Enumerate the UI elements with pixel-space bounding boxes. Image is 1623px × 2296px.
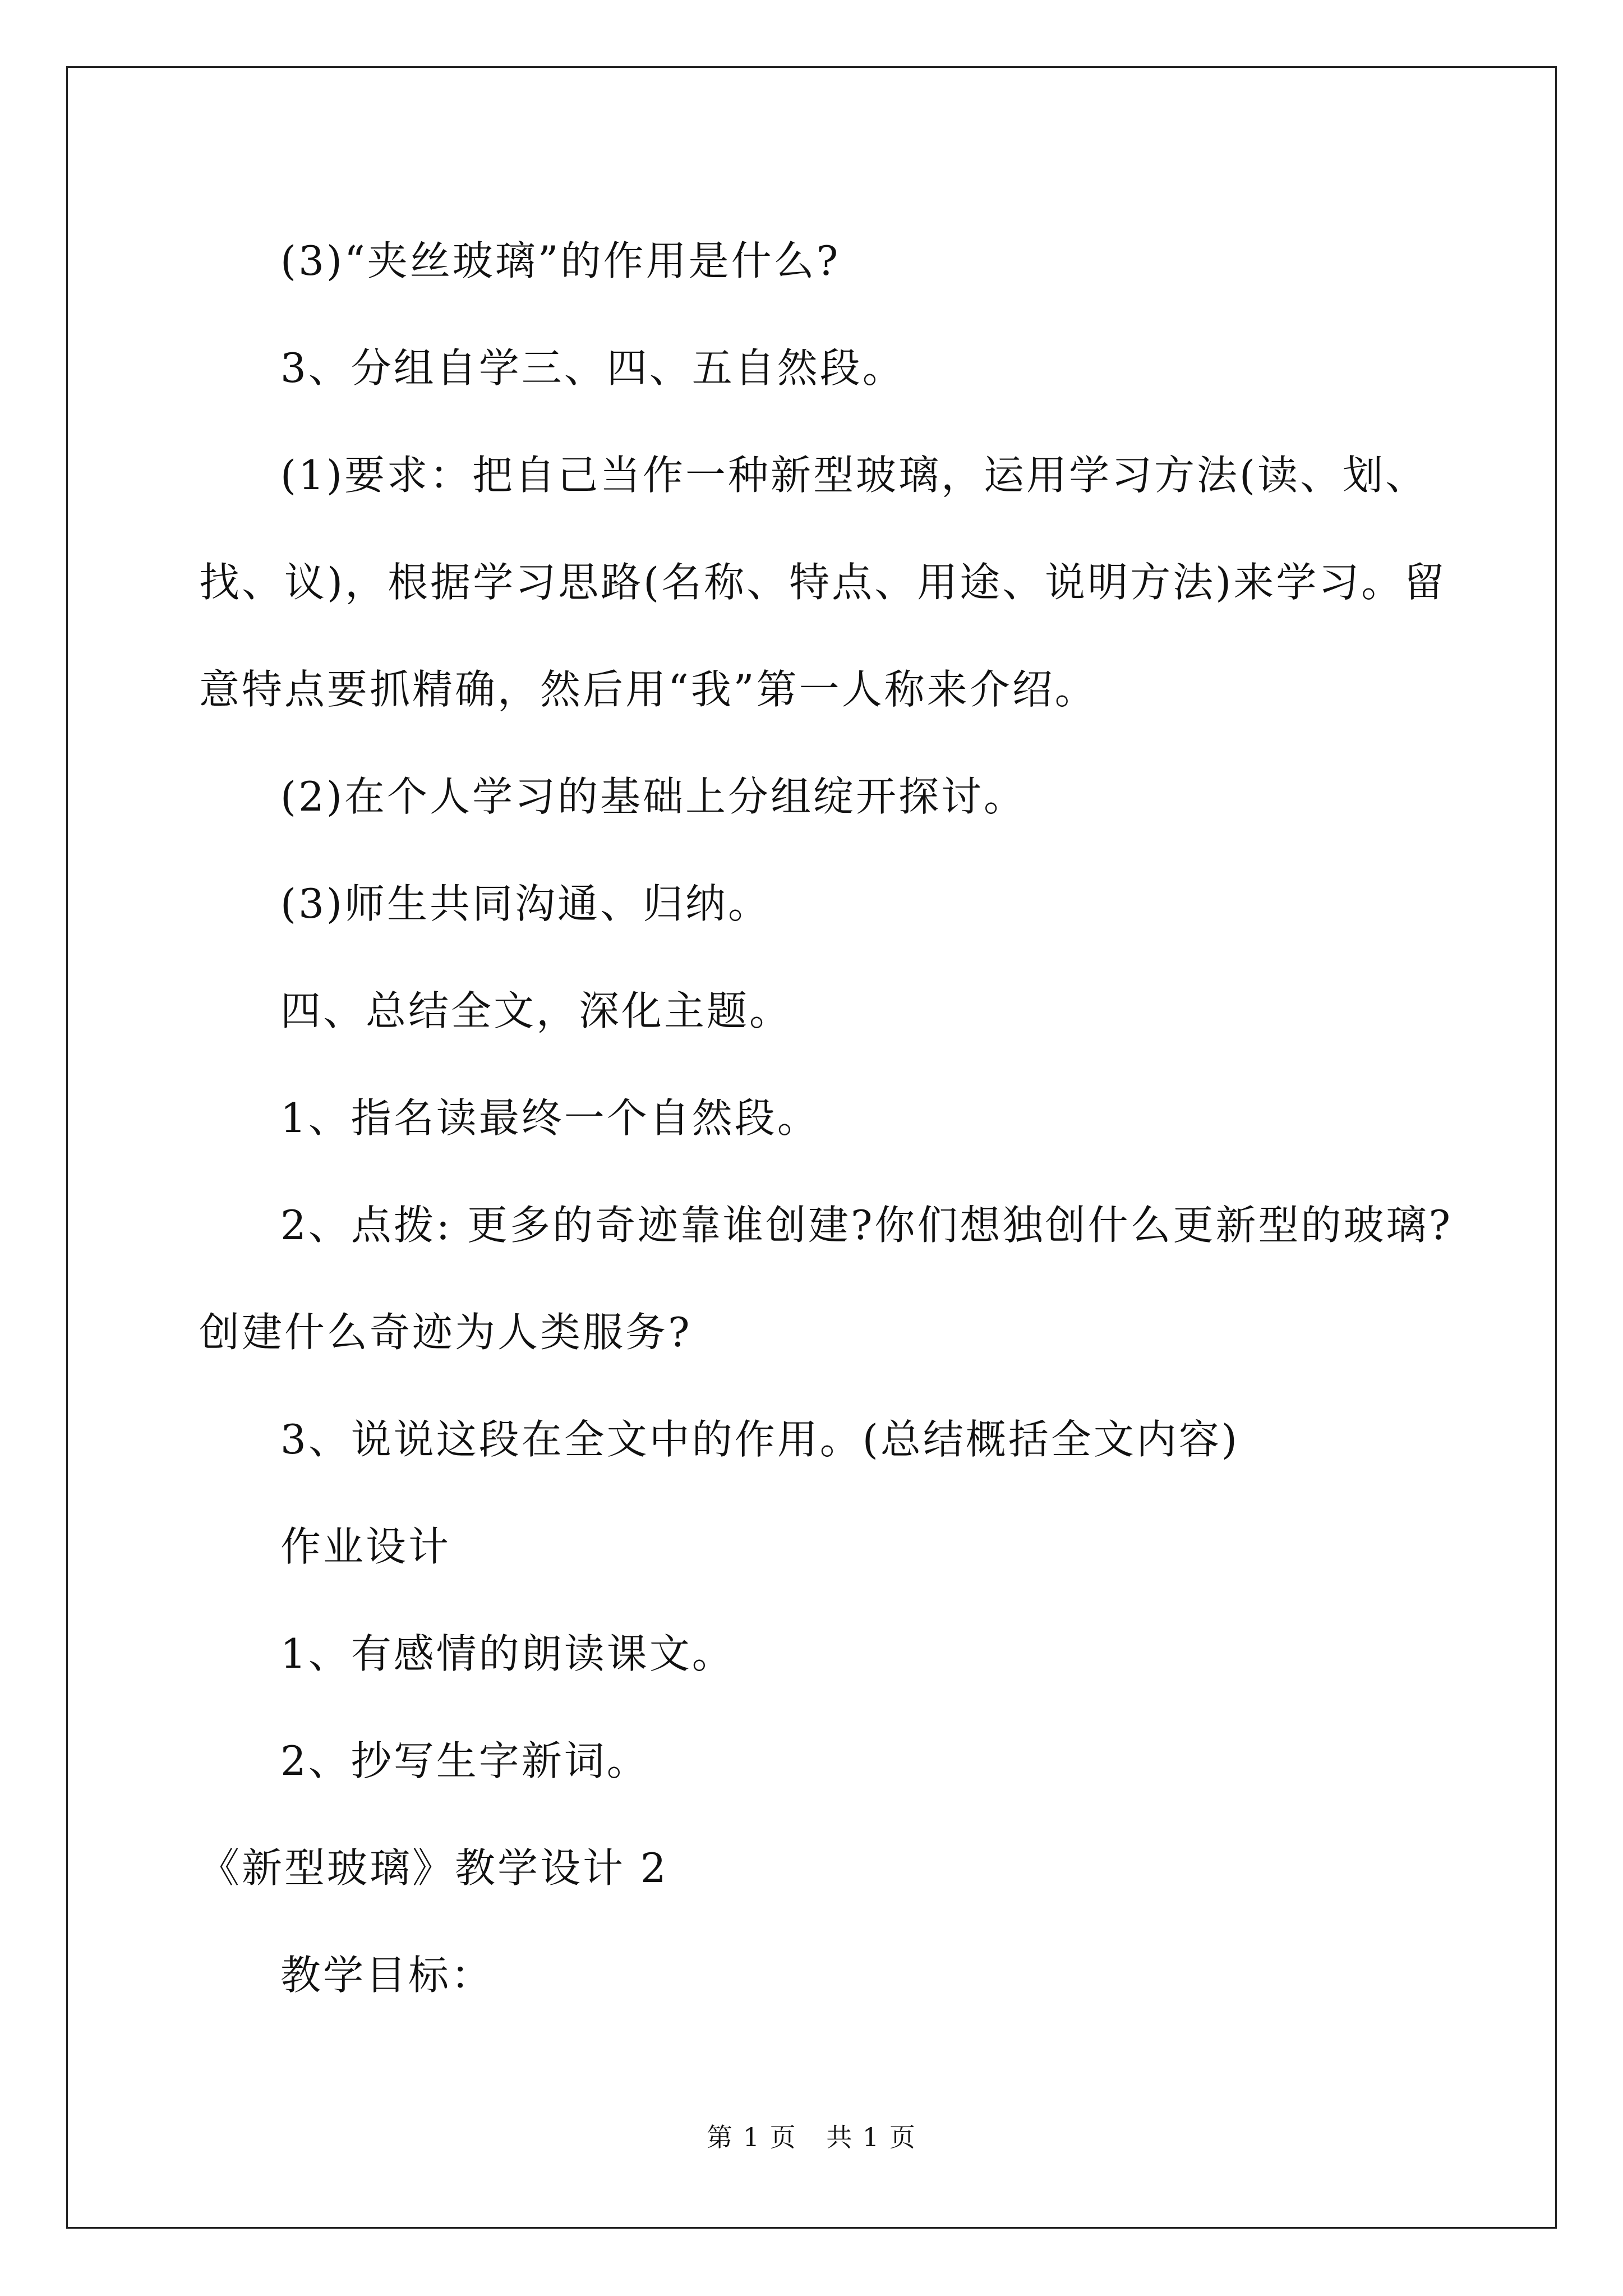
document-title: 《新型玻璃》教学设计 2: [199, 1844, 668, 1892]
paragraph: (1)要求：把自己当作一种新型玻璃，运用学习方法(读、划、找、议)，根据学习思路(名称、特点、用途、说明方法)来学习。留意特点要抓精确，然后用“我”第一人称来介绍。: [199, 452, 1447, 713]
section-heading: 作业设计: [280, 1523, 451, 1570]
document-body: [199, 208, 1464, 2029]
page-footer: [0, 2120, 1623, 2154]
page-number-total: 共 1 页: [826, 2122, 916, 2152]
page-number-current: 第 1 页: [707, 2122, 797, 2152]
paragraph: 1、有感情的朗读课文。: [280, 1630, 735, 1677]
paragraph: 2、抄写生字新词。: [280, 1737, 649, 1784]
section-heading: 教学目标：: [280, 1952, 494, 1999]
paragraph: 3、分组自学三、四、五自然段。: [280, 344, 905, 392]
paragraph: 3、说说这段在全文中的作用。(总结概括全文内容): [280, 1416, 1239, 1463]
paragraph: 2、点拨: 更多的奇迹靠谁创建?你们想独创什么更新型的玻璃?创建什么奇迹为人类服务?: [199, 1202, 1453, 1356]
paragraph: (3)“夹丝玻璃”的作用是什么?: [280, 237, 841, 284]
paragraph: 1、指名读最终一个自然段。: [280, 1094, 820, 1142]
paragraph: (3)师生共同沟通、归纳。: [280, 880, 771, 927]
section-heading: 四、总结全文，深化主题。: [280, 987, 792, 1034]
paragraph: (2)在个人学习的基础上分组绽开探讨。: [280, 773, 1026, 820]
